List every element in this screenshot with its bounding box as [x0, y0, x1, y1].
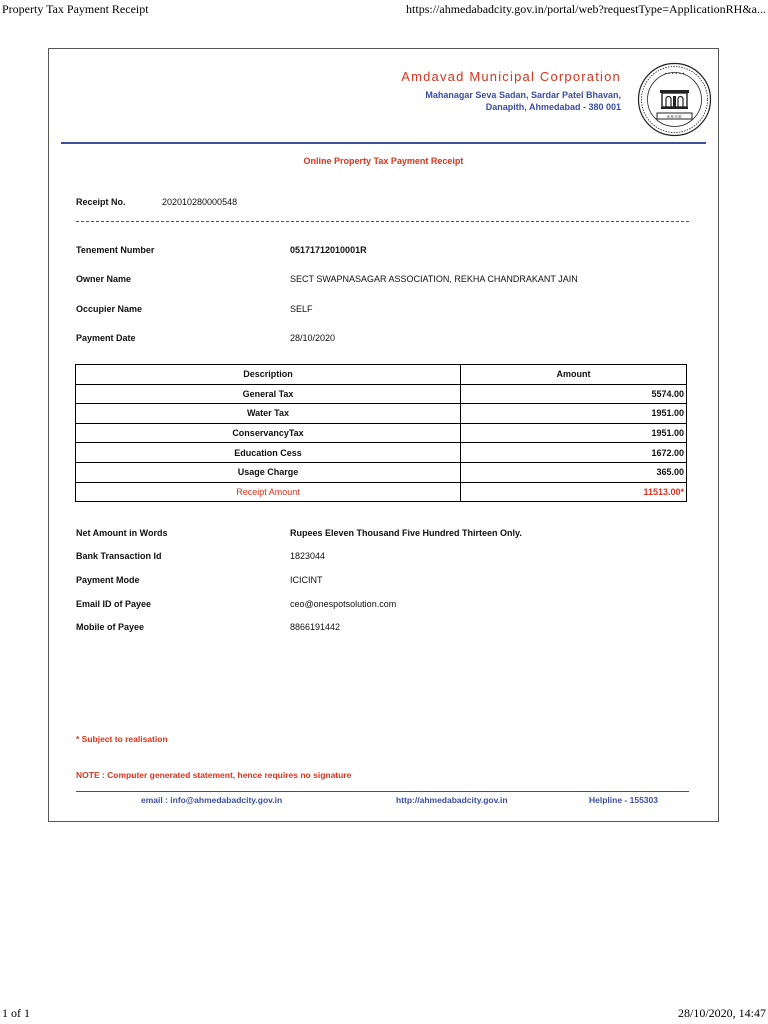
- bank-transaction-id-value: 1823044: [290, 551, 326, 561]
- charge-row: [76, 384, 687, 404]
- payee-email-value: ceo@onespotsolution.com: [290, 599, 397, 609]
- owner-name-label: Owner Name: [76, 274, 132, 284]
- address-line-2: Danapith, Ahmedabad - 380 001: [485, 102, 621, 112]
- payee-mobile-label: Mobile of Payee: [76, 622, 145, 632]
- payment-mode-label: Payment Mode: [76, 575, 140, 585]
- payee-mobile-value: 8866191442: [290, 622, 341, 632]
- charge-description: Education Cess: [76, 443, 461, 463]
- receipt-amount-value: 11513.00*: [461, 482, 687, 502]
- description-column-header: Description: [76, 365, 461, 385]
- receipt-title: Online Property Tax Payment Receipt: [303, 156, 464, 166]
- footer-helpline: Helpline - 155303: [589, 795, 658, 805]
- payment-date-label: Payment Date: [76, 333, 136, 343]
- header-divider: [61, 142, 706, 144]
- print-page-url: https://ahmedabadcity.gov.in/portal/web?requestType=ApplicationRH&a...: [406, 2, 766, 16]
- print-page-title: Property Tax Payment Receipt: [2, 2, 149, 16]
- signature-note: NOTE : Computer generated statement, hence requires no signature: [76, 770, 352, 780]
- organization-address: [425, 89, 621, 113]
- charge-amount: 1951.00: [461, 423, 687, 443]
- charge-row: [76, 423, 687, 443]
- occupier-name-value: SELF: [290, 304, 313, 314]
- organization-name: Amdavad Municipal Corporation: [401, 69, 621, 84]
- amount-column-header: Amount: [461, 365, 687, 385]
- print-header: [2, 2, 766, 18]
- tenement-number-value: 05171712010001R: [290, 245, 367, 255]
- print-footer: [2, 1006, 766, 1022]
- print-datetime: 28/10/2020, 14:47: [677, 1006, 766, 1020]
- receipt-no-label: Receipt No.: [76, 197, 126, 207]
- charge-amount: 1951.00: [461, 404, 687, 424]
- amc-seal-logo: [637, 62, 712, 137]
- charge-amount: 365.00: [461, 462, 687, 482]
- receipt-amount-label: Receipt Amount: [76, 482, 461, 502]
- charge-amount: 1672.00: [461, 443, 687, 463]
- charge-row: [76, 443, 687, 463]
- receipt-amount-row: [76, 482, 687, 502]
- charge-row: [76, 404, 687, 424]
- bank-transaction-id-label: Bank Transaction Id: [76, 551, 162, 561]
- charge-description: Usage Charge: [76, 462, 461, 482]
- receipt-card: [48, 48, 719, 822]
- amount-in-words-value: Rupees Eleven Thousand Five Hundred Thirteen Only.: [290, 528, 522, 538]
- address-line-1: Mahanagar Seva Sadan, Sardar Patel Bhavan,: [425, 90, 621, 100]
- payee-email-label: Email ID of Payee: [76, 599, 152, 609]
- charges-table: [75, 364, 687, 502]
- owner-name-value: SECT SWAPNASAGAR ASSOCIATION, REKHA CHANDRAKANT JAIN: [290, 274, 578, 284]
- print-page-number: 1 of 1: [2, 1006, 30, 1020]
- receipt-no-value: 202010280000548: [162, 197, 238, 207]
- svg-text:• • • • • •: • • • • • •: [664, 71, 685, 76]
- charge-amount: 5574.00: [461, 384, 687, 404]
- charge-row: [76, 462, 687, 482]
- occupier-name-label: Occupier Name: [76, 304, 143, 314]
- footer-email-link[interactable]: email : info@ahmedabadcity.gov.in: [141, 795, 283, 805]
- realisation-note: * Subject to realisation: [76, 734, 168, 744]
- footer-website-link[interactable]: http://ahmedabadcity.gov.in: [396, 795, 508, 805]
- svg-text:अ.म.न.पा.: अ.म.न.पा.: [666, 114, 683, 119]
- charges-header-row: [76, 365, 687, 385]
- amount-in-words-label: Net Amount in Words: [76, 528, 168, 538]
- payment-date-value: 28/10/2020: [290, 333, 336, 343]
- charge-description: Water Tax: [76, 404, 461, 424]
- charge-description: ConservancyTax: [76, 423, 461, 443]
- dashed-divider: [76, 221, 689, 222]
- charge-description: General Tax: [76, 384, 461, 404]
- tenement-number-label: Tenement Number: [76, 245, 155, 255]
- footer-divider: [76, 791, 689, 792]
- payment-mode-value: ICICINT: [290, 575, 323, 585]
